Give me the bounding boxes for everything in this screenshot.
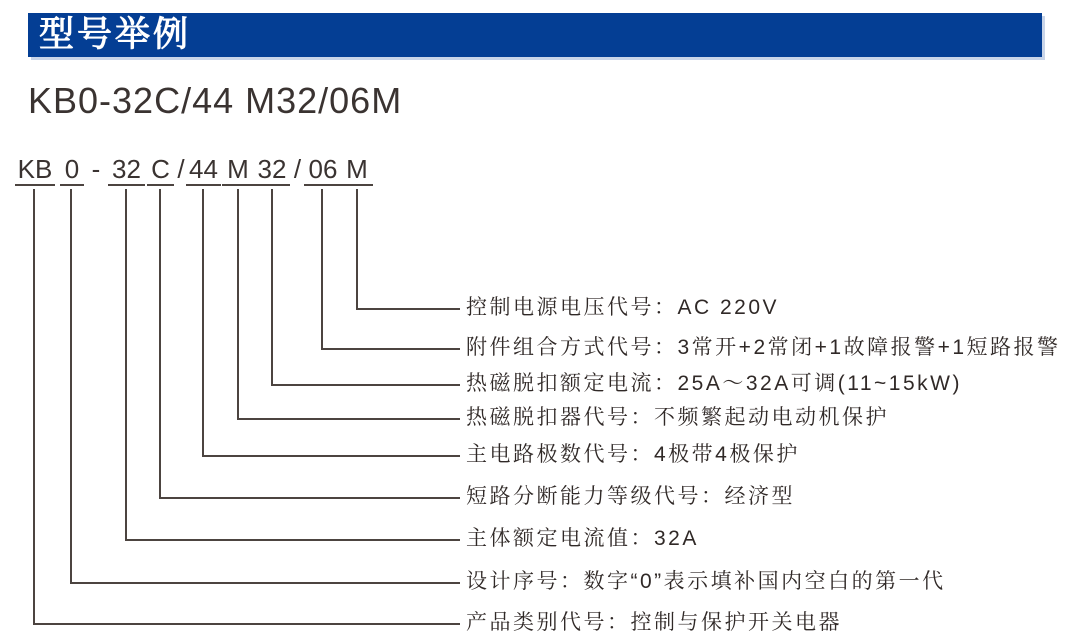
label-control-voltage: 控制电源电压代号：AC 220V xyxy=(466,296,780,319)
model-segment-06: 06 xyxy=(304,154,342,186)
label-body-rated-current: 主体额定电流值：32A xyxy=(466,527,699,550)
model-segment-32b: 32 xyxy=(254,154,290,186)
label-product-category: 产品类别代号：控制与保护开关电器 xyxy=(466,611,842,634)
label-trip-rated-current: 热磁脱扣额定电流：25A～32A可调(11~15kW) xyxy=(466,372,962,395)
label-accessory-combo: 附件组合方式代号：3常开+2常闭+1故障报警+1短路报警 xyxy=(466,336,1061,359)
connector-line-m2-vertical xyxy=(356,189,358,310)
model-segment-44: 44 xyxy=(186,154,221,186)
connector-line-m2-horizontal xyxy=(356,308,460,310)
model-segment-kb: KB xyxy=(15,154,55,186)
connector-line-m1-vertical xyxy=(237,189,239,420)
model-separator-dash: - xyxy=(91,154,101,184)
label-trip-unit-code: 热磁脱扣器代号：不频繁起动电动机保护 xyxy=(466,406,889,429)
model-segment-c: C xyxy=(147,154,174,186)
connector-line-0-horizontal xyxy=(70,582,460,584)
section-title: 型号举例 xyxy=(39,15,192,54)
model-example-title: KB0-32C/44 M32/06M xyxy=(28,80,403,121)
section-header-bar xyxy=(28,13,1042,57)
connector-line-06-vertical xyxy=(321,189,323,350)
connector-line-32b-horizontal xyxy=(271,384,460,386)
connector-line-c-vertical xyxy=(159,189,161,499)
label-design-serial: 设计序号：数字“0”表示填补国内空白的第一代 xyxy=(466,570,946,593)
connector-line-m1-horizontal xyxy=(237,418,460,420)
label-pole-number: 主电路极数代号：4极带4极保护 xyxy=(466,443,800,466)
model-segment-m1: M xyxy=(222,154,254,186)
connector-line-32-horizontal xyxy=(125,539,460,541)
model-separator-slash2: / xyxy=(293,154,302,184)
label-breaking-capacity: 短路分断能力等级代号：经济型 xyxy=(466,485,795,508)
connector-line-32b-vertical xyxy=(271,189,273,386)
connector-line-kb-vertical xyxy=(33,189,35,625)
model-separator-slash: / xyxy=(177,154,185,184)
connector-line-32-vertical xyxy=(125,189,127,541)
connector-line-44-horizontal xyxy=(202,455,460,457)
connector-line-c-horizontal xyxy=(159,497,460,499)
connector-line-44-vertical xyxy=(202,189,204,457)
connector-line-kb-horizontal xyxy=(33,623,460,625)
connector-line-0-vertical xyxy=(70,189,72,584)
model-segment-m2: M xyxy=(341,154,373,186)
model-segment-0: 0 xyxy=(60,154,84,186)
connector-line-06-horizontal xyxy=(321,348,460,350)
model-segment-32: 32 xyxy=(108,154,145,186)
